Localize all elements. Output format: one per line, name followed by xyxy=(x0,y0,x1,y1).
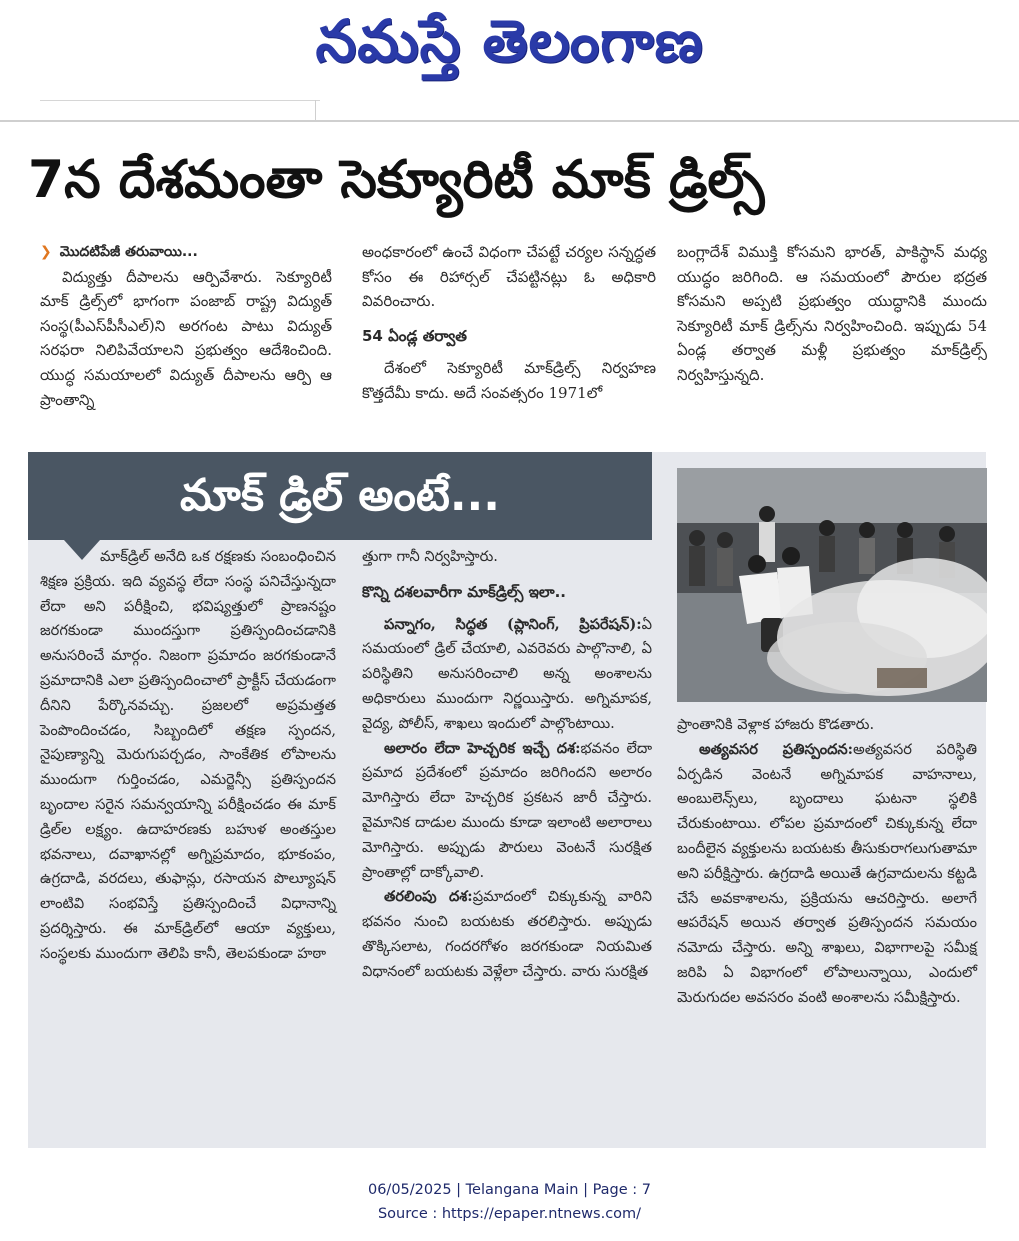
stage-label: అత్యవసర ప్రతిస్పందన: xyxy=(699,740,854,758)
story-paragraph: దేశంలో సెక్యూరిటీ మాక్‌డ్రిల్స్ నిర్వహణ కొత్తదేమీ కాదు. అదే సంవత్సరం 1971లో xyxy=(362,359,656,402)
masthead xyxy=(0,0,1019,80)
explainer-column-1 xyxy=(40,545,336,967)
stage-text: ప్రమాదంలో చిక్కుకున్న వారిని భవనం నుంచి బయటకు తరలిస్తారు. అప్పుడు తొక్కిసలాట, గందరగోళం జరగకుండా నియమిత విధానంలో బయటకు వెళ్లేలా చేస్తారు. వారు సురక్షిత xyxy=(362,888,652,980)
story-paragraph: విద్యుత్తు దీపాలను ఆర్పివేశారు. సెక్యూరిటీ మాక్ డ్రిల్స్‌లో భాగంగా పంజాబ్ రాష్ట్ర విద్యుత్ సంస్థ(పీఎస్‌పీసీఎల్)ని అరగంట పాటు విద్యుత్ సరఫరా నిలిపివేయాలని ప్రభుత్వం ఆదేశించింది. యుద్ధ సమయాలలో విద్యుత్ దీపాలను ఆర్పి ఆ ప్రాంతాన్ని xyxy=(40,267,332,409)
edition-info: 06/05/2025 | Telangana Main | Page : 7 xyxy=(367,1182,652,1198)
story-paragraph: అంధకారంలో ఉంచే విధంగా చేపట్టే చర్యల సన్నద్ధత కోసం ఈ రిహార్సల్ చేపట్టినట్లు ఓ అధికారి వివరించారు. xyxy=(362,243,656,311)
stage-label: పన్నాగం, సిద్ధత (ప్లానింగ్, ప్రిపరేషన్): xyxy=(384,615,642,633)
stage-text: అత్యవసర పరిస్థితి ఏర్పడిన వెంటనే అగ్నిమాపక వాహనాలు, అంబులెన్స్‌లు, బృందాలు ఘటనా స్థలికి చేరుకుంటాయి. లోపల ప్రమాదంలో చిక్కుకున్న లేదా బందీలైన వ్యక్తులను బయటకు తీసుకురాగలుగుతామా అని పరీక్షిస్తారు. ఉగ్రదాడి అయితే ఉగ్రవాదులను కట్టడి చేసే అవకాశాలను, ప్రక్రియను ఆచరిస్తారు. అలాగే ఆపరేషన్ అయిన తర్వాత ప్రతిస్పందన సమయం నమోదు చేస్తారు. అన్ని శాఖలు, విభాగాలపై సమీక్ష జరిపి ఏ విభాగంలో లోపాలున్నాయి, ఎందులో మెరుగుదల అవసరం వంటి అంశాలను సమీక్షిస్తారు. xyxy=(677,740,977,1006)
stage-label: తరలింపు దశ: xyxy=(384,888,473,906)
stage-label: అలారం లేదా హెచ్చరిక ఇచ్చే దశ: xyxy=(384,739,581,757)
divider xyxy=(40,100,320,101)
story-column-2 xyxy=(362,240,656,406)
story-subhead: 54 ఏండ్ల తర్వాత xyxy=(362,326,467,345)
stage-text: భవనం లేదా ప్రమాద ప్రదేశంలో ప్రమాదం జరిగిందని అలారం మోగిస్తారు లేదా హెచ్చరిక ప్రకటన జారీ చేస్తారు. వైమానిక దాడుల ముందు కూడా ఇలాంటి అలారాలు మోగిస్తారు. అప్పుడు పౌరులు వెంటనే సురక్షిత ప్రాంతాల్లో దాక్కోవాలి. xyxy=(362,739,652,881)
stage-alarm xyxy=(362,737,652,886)
explainer-paragraph: మాక్‌డ్రిల్ అనేది ఒక రక్షణకు సంబంధించిన శిక్షణ ప్రక్రియ. ఇది వ్యవస్థ లేదా సంస్థ పనిచేస్తున్నదా లేదా అని పరీక్షించి, భవిష్యత్తులో ప్రాణనష్టం జరగకుండా ముందస్తుగా ప్రతిస్పందించడానికి అనుసరించే మార్గం. నిజంగా ప్రమాదం జరగకుండానే ప్రమాదానికి ఎలా ప్రతిస్పందించాలో ప్రాక్టీస్ చేయడంగా దీనిని పేర్కొనవచ్చు. ప్రజలలో అప్రమత్తత పెంపొందించడం, సిబ్బందిలో తక్షణ స్పందన, నైపుణ్యాన్ని మెరుగుపర్చడం, సాంకేతిక లోపాలను ముందుగా గుర్తించడం, ఎమర్జెన్సీ ప్రతిస్పందన బృందాల సరైన సమన్వయాన్ని పరీక్షించడం ఈ మాక్ డ్రిల్‌ల లక్ష్యం. ఉదాహరణకు బహుళ అంతస్తుల భవనాలు, దవాఖానల్లో అగ్నిప్రమాదం, భూకంపం, ఉగ్రదాడి, వరదలు, తుఫాన్లు, రసాయన పొల్యూషన్ లాంటివి సంభవిస్తే ప్రతిస్పందించే విధానాన్ని ప్రదర్శిస్తారు. ఈ మాక్‌డ్రిల్‌లో ఆయా వ్యక్తులు, సంస్థలకు ముందుగా తెలిపి కానీ, తెలపకుండా హఠా xyxy=(40,548,336,962)
footer xyxy=(0,1178,1019,1226)
stage-planning xyxy=(362,613,652,737)
explainer-title: మాక్ డ్రిల్ అంటే... xyxy=(180,470,500,521)
story-column-3 xyxy=(677,240,987,388)
stage-text: ఏ సమయంలో డ్రిల్ చేయాలి, ఎవరెవరు పాల్గొనాలి, ఏ పరిస్థితిని అనుసరించాలి అన్న అంశాలను అధికారులు ముందుగా నిర్ణయిస్తారు. అగ్నిమాపక, వైద్య, పోలీస్, శాఖలు ఇందులో పాల్గొంటాయి. xyxy=(362,615,652,732)
headline: 7న దేశమంతా సెక్యూరిటీ మాక్ డ్రిల్స్ xyxy=(28,150,765,210)
divider xyxy=(0,120,1019,122)
newspaper-logo: నమస్తే తెలంగాణ xyxy=(315,7,704,75)
explainer-column-2 xyxy=(362,545,652,985)
explainer-paragraph: త్తుగా గానీ నిర్వహిస్తారు. xyxy=(362,548,498,565)
kicker: ❯ మొదటిపేజీ తరువాయి... xyxy=(40,244,198,260)
story-column-1 xyxy=(40,240,332,412)
explainer-subhead: కొన్ని దశలవారీగా మాక్‌డ్రిల్స్ ఇలా.. xyxy=(362,582,567,601)
photo-illustration xyxy=(677,468,987,702)
explainer-paragraph: ప్రాంతానికి వెళ్లాక హాజరు కొడతారు. xyxy=(677,716,875,733)
divider xyxy=(315,100,316,122)
mock-drill-photo xyxy=(677,468,987,702)
stage-emergency-response xyxy=(677,738,977,1011)
story-paragraph: బంగ్లాదేశ్ విముక్తి కోసమని భారత్, పాకిస్థాన్ మధ్య యుద్ధం జరిగింది. ఆ సమయంలో పౌరుల భద్రత కోసమని అప్పటి ప్రభుత్వం యుద్ధానికి ముందు సెక్యూరిటీ మాక్ డ్రిల్స్‌ను నిర్వహించింది. ఇప్పుడు 54 ఏండ్ల తర్వాత మళ్లీ ప్రభుత్వం మాక్‌డ్రిల్స్ నిర్వహిస్తున్నది. xyxy=(677,243,987,384)
source-link[interactable]: Source : https://epaper.ntnews.com/ xyxy=(377,1206,642,1222)
stage-evacuation xyxy=(362,885,652,984)
explainer-column-3 xyxy=(677,713,977,1011)
chevron-right-icon: ❯ xyxy=(40,244,52,260)
